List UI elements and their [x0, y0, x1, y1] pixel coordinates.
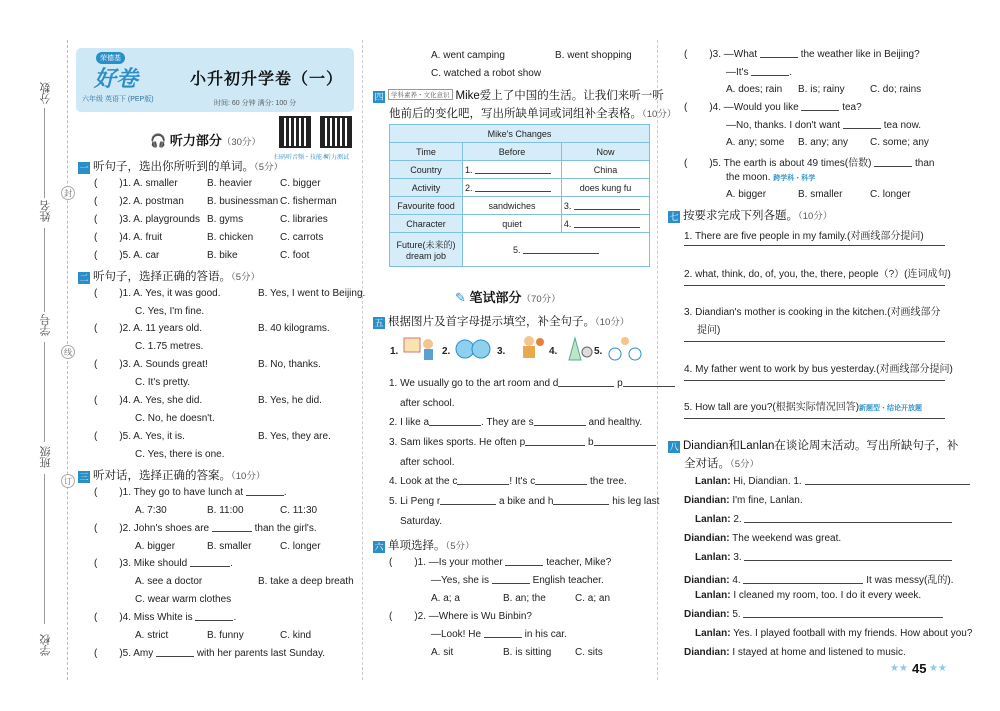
qr-code-icon[interactable] — [320, 116, 352, 148]
option: C. wear warm clothes — [135, 594, 232, 605]
picture-number: 1. — [390, 346, 399, 357]
seal-mark: 封 — [61, 186, 75, 200]
option: B. heavier — [207, 178, 253, 189]
divider — [44, 474, 45, 624]
option: C. libraries — [280, 214, 328, 225]
option: B. gyms — [207, 214, 244, 225]
option: B. an; the — [503, 593, 546, 604]
option: C. fisherman — [280, 196, 337, 207]
section-5-heading: 五 根据图片及首字母提示填空，补全句子。（10分） — [374, 316, 630, 328]
question: 4. My father went to work by bus yesterday.(对画线部分提问) — [684, 364, 953, 375]
star-decoration: ★★ — [929, 663, 947, 674]
picture-number: 5. — [594, 346, 603, 357]
list-item: ( )5. A. Yes, it is. — [94, 431, 185, 442]
table-header: Before — [463, 143, 562, 161]
option: A. any; some — [726, 137, 785, 148]
option: C. longer — [280, 541, 321, 552]
option: C. do; rains — [870, 84, 922, 95]
list-item: ( )1. A. smaller — [94, 178, 178, 189]
list-item: ( )4. A. Yes, she did. — [94, 395, 203, 406]
list-item: ( )1. —Is your mother teacher, Mike? — [389, 557, 612, 568]
list-item: ( )2. John's shoes are than the girl's. — [94, 523, 317, 534]
dialog-line: Diandian: 5. — [684, 609, 943, 620]
option: C. watched a robot show — [431, 68, 542, 79]
section-3-heading: 三 听对话，选择正确的答案。（10分） — [79, 470, 266, 482]
section-7-heading: 七 按要求完成下列各题。（10分） — [669, 210, 833, 222]
list-item: —Yes, she is English teacher. — [431, 575, 604, 586]
option: C. carrots — [280, 232, 324, 243]
table-header: Time — [390, 143, 463, 161]
qr-caption: 听力测试 — [325, 155, 350, 161]
seal-mark: 线 — [61, 345, 75, 359]
list-item: ( )3. Mike should . — [94, 558, 233, 569]
page-title: 小升初升学卷（一） — [190, 71, 344, 88]
table-row: Future(未来的) dream job 5. — [390, 233, 650, 267]
question: 2. what, think, do, of, you, the, there, people（?）(连词成句) — [684, 269, 951, 280]
class-label: 班级 — [40, 446, 52, 468]
list-item: —Look! He in his car. — [431, 629, 567, 640]
bike-fall-picture-icon — [606, 334, 644, 362]
list-item: ( )3. —What the weather like in Beijing? — [684, 49, 920, 60]
section-6-heading: 六 单项选择。（5分） — [374, 540, 475, 552]
option: A. sit — [431, 647, 454, 658]
option: A. see a doctor — [135, 576, 203, 587]
option: B. 40 kilograms. — [258, 323, 330, 334]
fill-line: after school. — [400, 398, 455, 409]
score-label: 分数 — [40, 82, 52, 104]
column-divider — [657, 40, 658, 680]
school-label: 学校 — [40, 634, 52, 656]
option: A. bigger — [135, 541, 176, 552]
option: C. kind — [280, 630, 312, 641]
section-1-heading: 一 听句子，选出你所听到的单词。（5分） — [79, 161, 284, 173]
divider — [44, 108, 45, 198]
binding-strip — [0, 0, 70, 711]
option: B. Yes, he did. — [258, 395, 322, 406]
option: C. longer — [870, 189, 911, 200]
question: 1. There are five people in my family.(对画线部分提问) — [684, 231, 924, 242]
divider — [44, 342, 45, 442]
option: C. bigger — [280, 178, 321, 189]
option: B. Yes, I went to Beijing. — [258, 288, 366, 299]
divider — [44, 228, 45, 312]
brand-logo — [82, 52, 164, 108]
table-row: Favourite food sandwiches 3. — [390, 197, 650, 215]
option: A. a; a — [431, 593, 460, 604]
dialog-line: Lanlan: Hi, Diandian. 1. — [695, 476, 970, 487]
list-item: ( )2. A. postman — [94, 196, 184, 207]
option: B. any; any — [798, 137, 849, 148]
fill-line: 5. Li Peng r a bike and h his leg last — [389, 496, 660, 507]
list-item: ( )2. —Where is Wu Binbin? — [389, 611, 532, 622]
option: C. sits — [575, 647, 603, 658]
mike-changes-table — [389, 124, 650, 267]
list-item: ( )1. A. Yes, it was good. — [94, 288, 221, 299]
option: B. businessman — [207, 196, 279, 207]
option: C. Yes, there is one. — [135, 449, 225, 460]
seal-line — [67, 40, 68, 680]
picture-number: 4. — [549, 346, 558, 357]
table-header: Now — [561, 143, 649, 161]
painting-picture-icon — [402, 334, 440, 362]
pencil-icon: ✎ — [455, 290, 466, 305]
section-4-heading: 四 学科素养・文化意识 Mike爱上了中国的生活。让我们来听一听 — [374, 90, 664, 102]
section-8-heading-line2: 全对话。（5分） — [684, 458, 760, 470]
table-row: Character quiet 4. — [390, 215, 650, 233]
option: C. some; any — [870, 137, 929, 148]
picture-number: 3. — [497, 346, 506, 357]
option: C. It's pretty. — [135, 377, 191, 388]
list-item: ( )4. —Would you like tea? — [684, 102, 862, 113]
option: C. a; an — [575, 593, 611, 604]
student-id-label: 学号 — [40, 314, 52, 336]
option: B. smaller — [798, 189, 843, 200]
option: A. does; rain — [726, 84, 783, 95]
option: C. 11:30 — [280, 505, 318, 516]
apples-picture-icon — [454, 334, 492, 362]
section-8-heading: 八 Diandian和Lanlan在谈论周末活动。写出所缺句子，补 — [669, 440, 959, 452]
question: 提问) — [697, 325, 721, 336]
question: 3. Diandian's mother is cooking in the kitchen.(对画线部分 — [684, 307, 941, 318]
answer-line[interactable] — [684, 245, 945, 246]
fill-line: Saturday. — [400, 516, 443, 527]
option: A. 7:30 — [135, 505, 167, 516]
name-label: 姓名 — [40, 200, 52, 222]
fill-line: 3. Sam likes sports. He often p b — [389, 437, 656, 448]
seal-mark: 订 — [61, 474, 75, 488]
fill-line: 4. Look at the c ! It's c the tree. — [389, 476, 627, 487]
table-row: Activity 2. does kung fu — [390, 179, 650, 197]
list-item: ( )4. Miss White is . — [94, 612, 237, 623]
option: B. chicken — [207, 232, 254, 243]
table-title: Mike's Changes — [390, 125, 650, 143]
section-4-heading-line2: 他前后的变化吧，写出所缺单词或词组补全表格。（10分） — [389, 108, 677, 120]
star-decoration: ★★ — [890, 663, 908, 674]
writing-part-title: ✎ 笔试部分（70分） — [455, 290, 561, 305]
list-item: ( )5. Amy with her parents last Sunday. — [94, 648, 326, 659]
answer-line[interactable] — [684, 380, 945, 381]
fill-line: 2. I like a . They are s and healthy. — [389, 417, 643, 428]
list-item: —It's . — [726, 67, 793, 78]
option: A. strict — [135, 630, 169, 641]
option: C. No, he doesn't. — [135, 413, 215, 424]
option: C. foot — [280, 250, 310, 261]
table-row: Country 1. China — [390, 161, 650, 179]
answer-line[interactable] — [684, 285, 945, 286]
option: B. take a deep breath — [258, 576, 354, 587]
option: B. Yes, they are. — [258, 431, 331, 442]
list-item: the moon. 跨学科・科学 — [726, 172, 816, 183]
brand-top: 荣德基 — [96, 52, 125, 64]
dialog-line: Lanlan: 3. — [695, 552, 952, 563]
dialog-line: Lanlan: 2. — [695, 514, 952, 525]
dialog-line: Diandian: I stayed at home and listened to music. — [684, 647, 906, 658]
list-item: ( )5. The earth is about 49 times(倍数) than — [684, 158, 935, 169]
brand-main: 好卷 — [94, 66, 139, 91]
option: C. 1.75 metres. — [135, 341, 204, 352]
dialog-line: Diandian: The weekend was great. — [684, 533, 842, 544]
page-number: 45 — [912, 661, 927, 676]
option: C. Yes, I'm fine. — [135, 306, 205, 317]
dialog-line: Lanlan: I cleaned my room, too. I do it every week. — [695, 590, 922, 601]
headphone-icon: 🎧 — [150, 133, 167, 148]
fill-line: 1. We usually go to the art room and d p — [389, 378, 675, 389]
fill-line: after school. — [400, 457, 455, 468]
dialog-line: Diandian: I'm fine, Lanlan. — [684, 495, 803, 506]
option: B. bike — [207, 250, 238, 261]
option: B. No, thanks. — [258, 359, 321, 370]
list-item: ( )1. They go to have lunch at . — [94, 487, 287, 498]
section-2-heading: 二 听句子，选择正确的答语。（5分） — [79, 271, 261, 283]
option: B. funny — [207, 630, 244, 641]
listening-part-title: 🎧 听力部分（30分） — [150, 133, 261, 148]
question: 5. How tall are you?(根据实际情况回答)新题型・结论开放题 — [684, 402, 923, 413]
answer-line[interactable] — [684, 418, 945, 419]
option: B. 11:00 — [207, 505, 244, 516]
list-item: ( )3. A. playgrounds — [94, 214, 200, 225]
column-divider — [362, 40, 363, 680]
dialog-line: Lanlan: Yes. I played football with my friends. How about you? — [695, 628, 973, 639]
option: B. is sitting — [503, 647, 552, 658]
option: B. is; rainy — [798, 84, 845, 95]
option: B. went shopping — [555, 50, 632, 61]
picture-number: 2. — [442, 346, 451, 357]
list-item: —No, thanks. I don't want tea now. — [726, 120, 922, 131]
list-item: ( )2. A. 11 years old. — [94, 323, 202, 334]
list-item: ( )5. A. car — [94, 250, 160, 261]
qr-caption: 扫码听音频・技能本 — [274, 155, 329, 161]
option: A. bigger — [726, 189, 767, 200]
basketball-picture-icon — [509, 334, 547, 362]
option: A. went camping — [431, 50, 505, 61]
option: B. smaller — [207, 541, 252, 552]
list-item: ( )3. A. Sounds great! — [94, 359, 208, 370]
qr-code-icon[interactable] — [279, 116, 311, 148]
grade-label: 六年级 英语下 (PEP版) — [82, 96, 154, 103]
answer-line[interactable] — [684, 341, 945, 342]
dialog-line: Diandian: 4. It was messy(乱的). — [684, 575, 954, 586]
exam-meta: 时间: 60 分钟 满分: 100 分 — [214, 100, 297, 107]
list-item: ( )4. A. fruit — [94, 232, 163, 243]
